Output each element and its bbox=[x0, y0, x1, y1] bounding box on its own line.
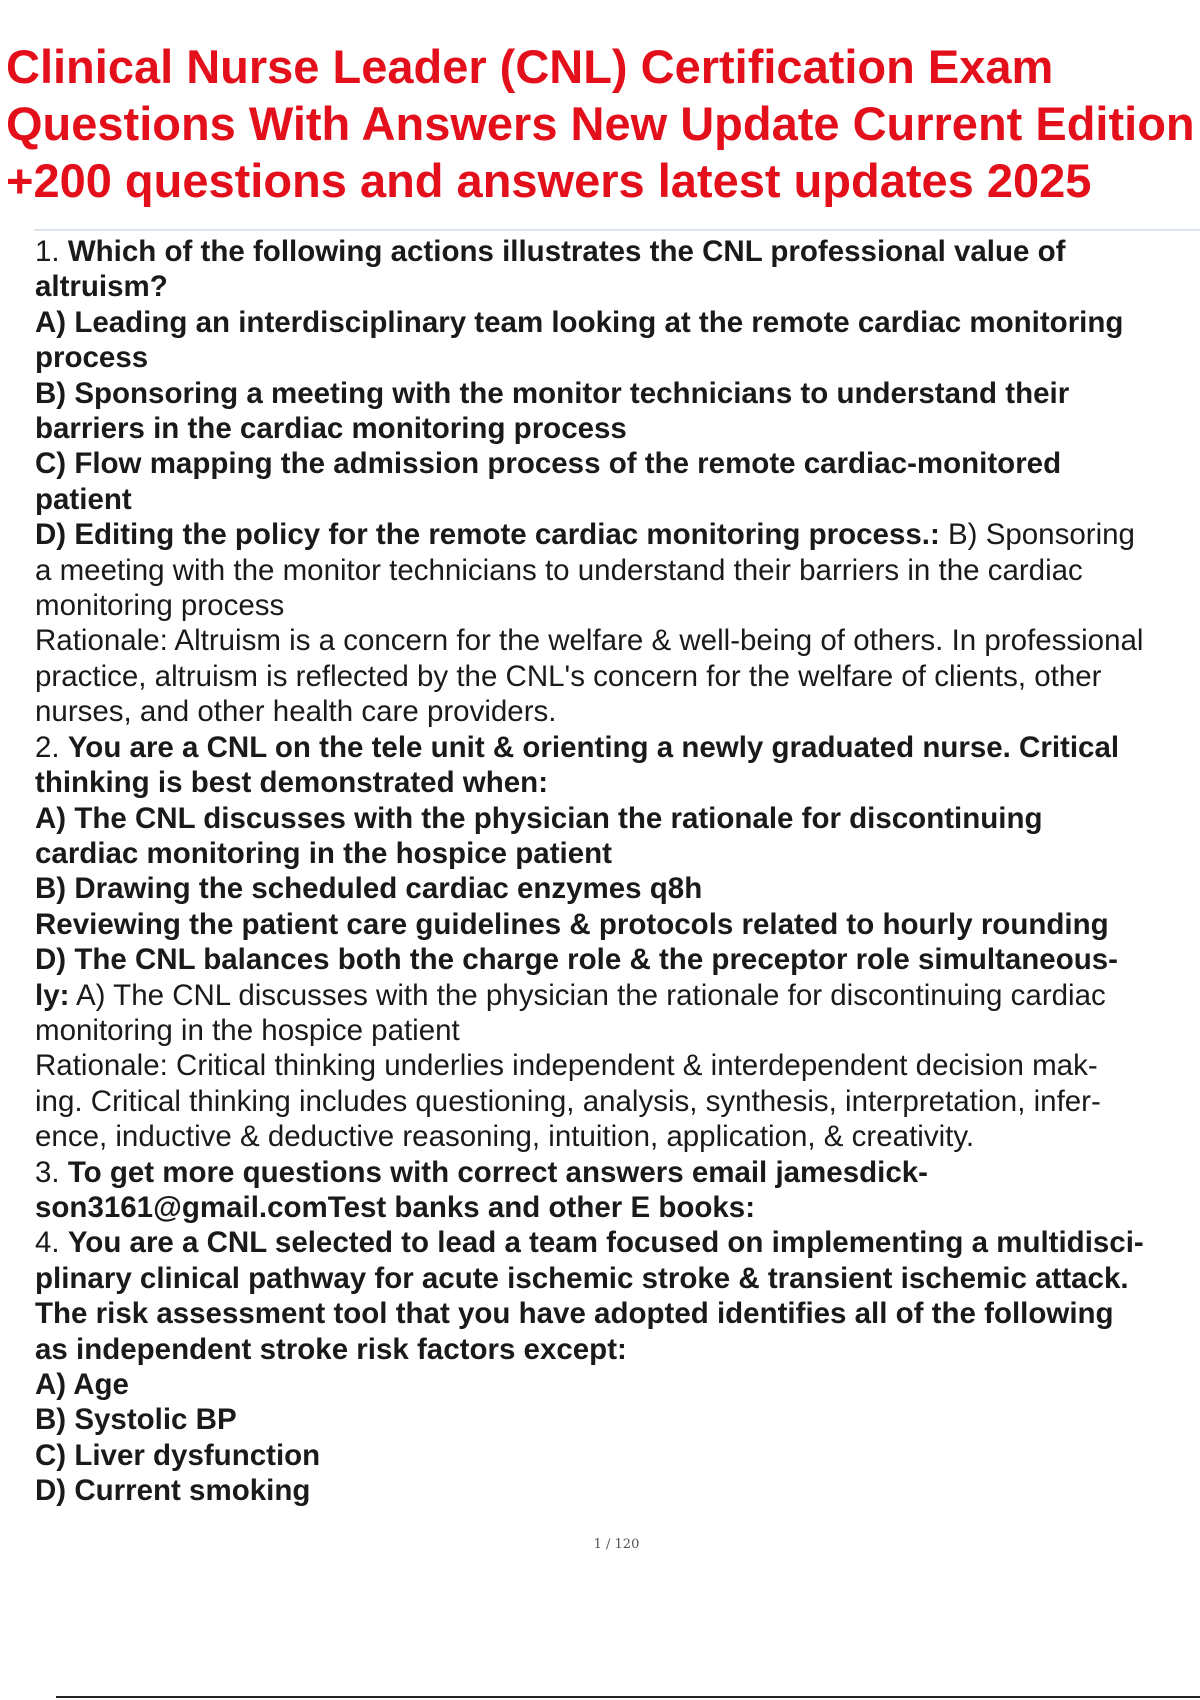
bold-text-segment: The risk assessment tool that you have adopted identifies all of the following bbox=[35, 1297, 1114, 1331]
bold-text-segment: You are a CNL selected to lead a team focused on implementing a multidisci- bbox=[67, 1226, 1144, 1260]
page-title bbox=[6, 38, 1200, 209]
text-line bbox=[35, 376, 1200, 411]
bold-text-segment: altruism? bbox=[35, 270, 168, 304]
bold-text-segment: To get more questions with correct answers email jamesdick- bbox=[67, 1155, 928, 1189]
text-line bbox=[35, 446, 1200, 481]
text-line bbox=[35, 517, 1200, 552]
text-segment: Rationale: Altruism is a concern for the welfare & well-being of others. In professional bbox=[35, 624, 1144, 658]
text-segment: B) Sponsoring bbox=[939, 518, 1135, 552]
text-segment: practice, altruism is reflected by the CNL's concern for the welfare of clients, other bbox=[35, 659, 1102, 693]
bold-text-segment: A) The CNL discusses with the physician the rationale for discontinuing bbox=[35, 801, 1043, 835]
bold-text-segment: Which of the following actions illustrates the CNL professional value of bbox=[67, 235, 1066, 268]
bold-text-segment: B) Systolic BP bbox=[35, 1403, 237, 1437]
bold-text-segment: You are a CNL on the tele unit & orienting a newly graduated nurse. Critical bbox=[67, 730, 1120, 764]
text-line bbox=[35, 1013, 1200, 1048]
bold-text-segment: A) Age bbox=[35, 1368, 129, 1401]
text-line bbox=[35, 623, 1200, 658]
bold-text-segment: C) Flow mapping the admission process of the remote cardiac-monitored bbox=[35, 447, 1062, 481]
bold-text-segment: D) Editing the policy for the remote cardiac monitoring process.: bbox=[35, 518, 940, 552]
text-segment: A) The CNL discusses with the physician the rationale for discontinuing cardiac bbox=[69, 978, 1106, 1012]
text-line bbox=[35, 978, 1200, 1013]
text-line bbox=[35, 1367, 1200, 1402]
text-line bbox=[35, 765, 1200, 800]
title-divider bbox=[34, 229, 1200, 231]
bold-text-segment: D) The CNL balances both the charge role & the preceptor role simultaneous- bbox=[35, 943, 1118, 977]
title-line: Clinical Nurse Leader (CNL) Certification Exam bbox=[6, 40, 1054, 93]
text-line bbox=[35, 1402, 1200, 1437]
text-line bbox=[35, 1261, 1200, 1296]
text-segment: monitoring process bbox=[35, 589, 285, 623]
text-line bbox=[35, 1190, 1200, 1225]
bold-text-segment: as independent stroke risk factors except: bbox=[35, 1332, 627, 1366]
bold-text-segment: patient bbox=[35, 482, 132, 516]
bold-text-segment: A) Leading an interdisciplinary team looking at the remote cardiac monitoring bbox=[35, 305, 1124, 339]
text-line bbox=[35, 305, 1200, 340]
text-line bbox=[35, 1225, 1200, 1260]
text-segment: 2. bbox=[35, 730, 68, 764]
text-segment: ence, inductive & deductive reasoning, intuition, application, & creativity. bbox=[35, 1120, 975, 1154]
text-line bbox=[35, 553, 1200, 588]
bold-text-segment: C) Liver dysfunction bbox=[35, 1438, 321, 1472]
text-line bbox=[35, 482, 1200, 517]
text-line bbox=[35, 588, 1200, 623]
text-segment: ing. Critical thinking includes questioning, analysis, synthesis, interpretation, infer- bbox=[35, 1084, 1101, 1118]
bold-text-segment: D) Current smoking bbox=[35, 1474, 311, 1508]
text-segment: 1. bbox=[35, 235, 68, 268]
text-line bbox=[35, 1155, 1200, 1190]
bold-text-segment: cardiac monitoring in the hospice patient bbox=[35, 836, 612, 870]
page-number: 1 / 120 bbox=[593, 1537, 640, 1552]
text-line bbox=[35, 942, 1200, 977]
bold-text-segment: process bbox=[35, 341, 149, 375]
title-line: Questions With Answers New Update Current Edition bbox=[6, 97, 1195, 150]
text-segment: a meeting with the monitor technicians to understand their barriers in the cardiac bbox=[35, 553, 1083, 587]
text-line bbox=[35, 659, 1200, 694]
text-line bbox=[35, 1438, 1200, 1473]
text-line bbox=[35, 1473, 1200, 1508]
text-line bbox=[35, 836, 1200, 871]
text-line bbox=[35, 907, 1200, 942]
bold-text-segment: plinary clinical pathway for acute ischemic stroke & transient ischemic attack. bbox=[35, 1261, 1129, 1295]
text-segment: monitoring in the hospice patient bbox=[35, 1013, 460, 1047]
text-line bbox=[35, 1296, 1200, 1331]
bold-text-segment: B) Drawing the scheduled cardiac enzymes q8h bbox=[35, 872, 703, 906]
bold-text-segment: thinking is best demonstrated when: bbox=[35, 766, 549, 800]
text-segment: nurses, and other health care providers. bbox=[35, 695, 557, 729]
bold-text-segment: ly: bbox=[35, 978, 70, 1012]
title-line: +200 questions and answers latest updates 2025 bbox=[6, 154, 1092, 207]
text-line bbox=[35, 411, 1200, 446]
text-line bbox=[35, 269, 1200, 304]
text-line bbox=[35, 871, 1200, 906]
bold-text-segment: son3161@gmail.comTest banks and other E books: bbox=[35, 1190, 756, 1224]
text-line bbox=[35, 730, 1200, 765]
bold-text-segment: barriers in the cardiac monitoring process bbox=[35, 412, 627, 446]
text-segment: 4. bbox=[35, 1226, 68, 1260]
question-answer-text bbox=[35, 234, 1200, 1509]
footer-divider bbox=[56, 1696, 1200, 1698]
text-line bbox=[35, 1084, 1200, 1119]
bold-text-segment: B) Sponsoring a meeting with the monitor technicians to understand their bbox=[35, 376, 1070, 410]
text-line bbox=[35, 1048, 1200, 1083]
text-line bbox=[35, 340, 1200, 375]
text-line bbox=[35, 1119, 1200, 1154]
text-line bbox=[35, 234, 1200, 269]
text-line bbox=[35, 1332, 1200, 1367]
text-segment: 3. bbox=[35, 1155, 68, 1189]
bold-text-segment: Reviewing the patient care guidelines & protocols related to hourly rounding bbox=[35, 907, 1109, 941]
text-segment: Rationale: Critical thinking underlies independent & interdependent decision mak- bbox=[35, 1049, 1098, 1083]
text-line bbox=[35, 694, 1200, 729]
text-line bbox=[35, 801, 1200, 836]
